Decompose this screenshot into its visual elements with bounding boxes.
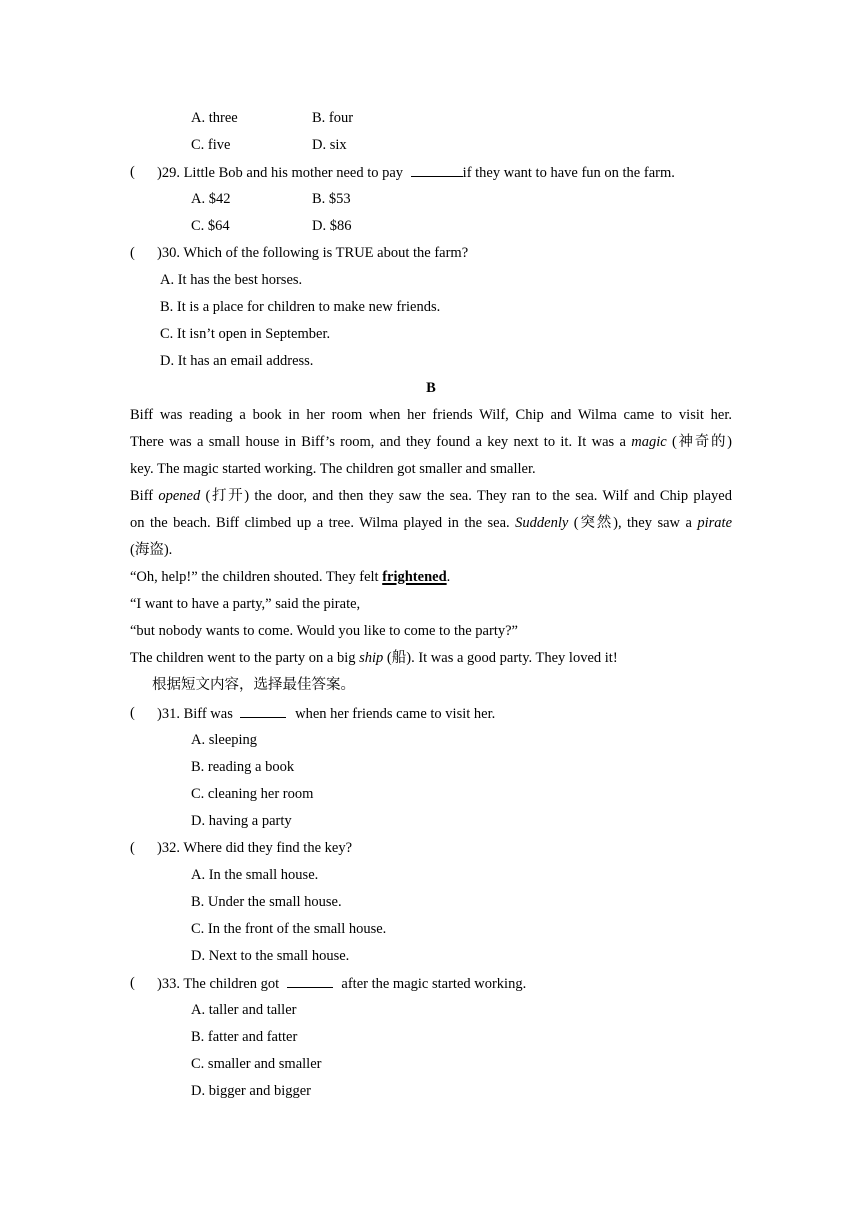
q30-answer-paren[interactable]: ( [130, 245, 135, 261]
q33-blank [287, 974, 333, 988]
q29-option-d[interactable]: D. $86 [312, 218, 352, 234]
passage-line-9: “but nobody wants to come. Would you like to come to the party?” [130, 623, 518, 639]
q33-answer-paren[interactable]: ( [130, 975, 135, 991]
q32-option-b[interactable]: B. Under the small house. [191, 894, 342, 910]
q28-option-d[interactable]: D. six [312, 137, 347, 153]
passage-line-8: “I want to have a party,” said the pirate, [130, 596, 361, 612]
q31-option-c[interactable]: C. cleaning her room [191, 786, 314, 802]
passage-line-2 [130, 433, 732, 451]
q29-option-b[interactable]: B. $53 [312, 191, 351, 207]
passage-line-2a: There was a small house in Biff’s room, and they found a key next to it. It was a [130, 434, 632, 450]
passage-line-6: (海盗). [130, 542, 173, 558]
passage-line-7 [130, 568, 450, 586]
passage-line-1: Biff was reading a book in her room when her friends Wilf, Chip and Wilma came to visit her. [130, 407, 732, 423]
q33-option-b[interactable]: B. fatter and fatter [191, 1029, 298, 1045]
q31-blank [240, 704, 286, 718]
q32-option-c[interactable]: C. In the front of the small house. [191, 921, 387, 937]
q32-option-d[interactable]: D. Next to the small house. [191, 948, 350, 964]
q29-answer-paren[interactable]: ( [130, 164, 135, 180]
q33-option-d[interactable]: D. bigger and bigger [191, 1083, 311, 1099]
q33-option-c[interactable]: C. smaller and smaller [191, 1056, 322, 1072]
passage-line-10 [130, 649, 618, 667]
q31-answer-paren[interactable]: ( [130, 705, 135, 721]
q33-stem [157, 974, 526, 993]
q33-option-a[interactable]: A. taller and taller [191, 1002, 297, 1018]
passage-line-5b: (突然), they saw a [568, 515, 698, 531]
q29-blank [411, 163, 463, 177]
passage-line-10b: (船). It was a good party. They loved it! [383, 650, 618, 666]
q33-stem-after: after the magic started working. [341, 976, 527, 992]
q31-option-a[interactable]: A. sleeping [191, 732, 258, 748]
q29-stem-before: )29. Little Bob and his mother need to pay [157, 165, 404, 181]
passage-line-4a: Biff [130, 488, 159, 504]
q30-option-a[interactable]: A. It has the best horses. [160, 272, 303, 288]
section-b-heading: B [426, 380, 436, 396]
word-magic: magic [631, 434, 667, 450]
word-frightened: frightened [382, 569, 447, 585]
passage-line-4b: (打开) the door, and then they saw the sea. They ran to the sea. Wilf and Chip played [200, 488, 732, 504]
q33-stem-before: )33. The children got [157, 976, 280, 992]
word-suddenly: Suddenly [515, 515, 569, 531]
passage-line-5 [130, 514, 732, 532]
q29-option-c[interactable]: C. $64 [191, 218, 230, 234]
q28-option-c[interactable]: C. five [191, 137, 231, 153]
q29-stem [157, 163, 675, 182]
q31-stem-before: )31. Biff was [157, 706, 233, 722]
passage-line-3: key. The magic started working. The children got smaller and smaller. [130, 461, 536, 477]
q32-answer-paren[interactable]: ( [130, 840, 135, 856]
passage-line-4 [130, 487, 732, 505]
word-pirate: pirate [697, 515, 733, 531]
q31-option-b[interactable]: B. reading a book [191, 759, 295, 775]
q30-option-c[interactable]: C. It isn’t open in September. [160, 326, 331, 342]
q31-option-d[interactable]: D. having a party [191, 813, 292, 829]
word-opened: opened [158, 488, 201, 504]
passage-line-2b: (神奇的) [666, 434, 732, 450]
passage-line-7b: . [446, 569, 451, 585]
q32-option-a[interactable]: A. In the small house. [191, 867, 319, 883]
q31-stem-after: when her friends came to visit her. [295, 706, 496, 722]
q28-option-a[interactable]: A. three [191, 110, 238, 126]
q30-option-b[interactable]: B. It is a place for children to make new friends. [160, 299, 441, 315]
passage-line-10a: The children went to the party on a big [130, 650, 360, 666]
q28-option-b[interactable]: B. four [312, 110, 354, 126]
q29-option-a[interactable]: A. $42 [191, 191, 231, 207]
word-ship: ship [359, 650, 384, 666]
passage-line-5a: on the beach. Biff climbed up a tree. Wilma played in the sea. [130, 515, 516, 531]
q29-stem-after: if they want to have fun on the farm. [462, 165, 675, 181]
q31-stem [157, 704, 495, 723]
q30-option-d[interactable]: D. It has an email address. [160, 353, 314, 369]
passage-line-7a: “Oh, help!” the children shouted. They felt [130, 569, 383, 585]
q32-stem: )32. Where did they find the key? [157, 840, 353, 856]
instruction: 根据短文内容，选择最佳答案。 [152, 677, 355, 693]
q30-stem: )30. Which of the following is TRUE about the farm? [157, 245, 469, 261]
